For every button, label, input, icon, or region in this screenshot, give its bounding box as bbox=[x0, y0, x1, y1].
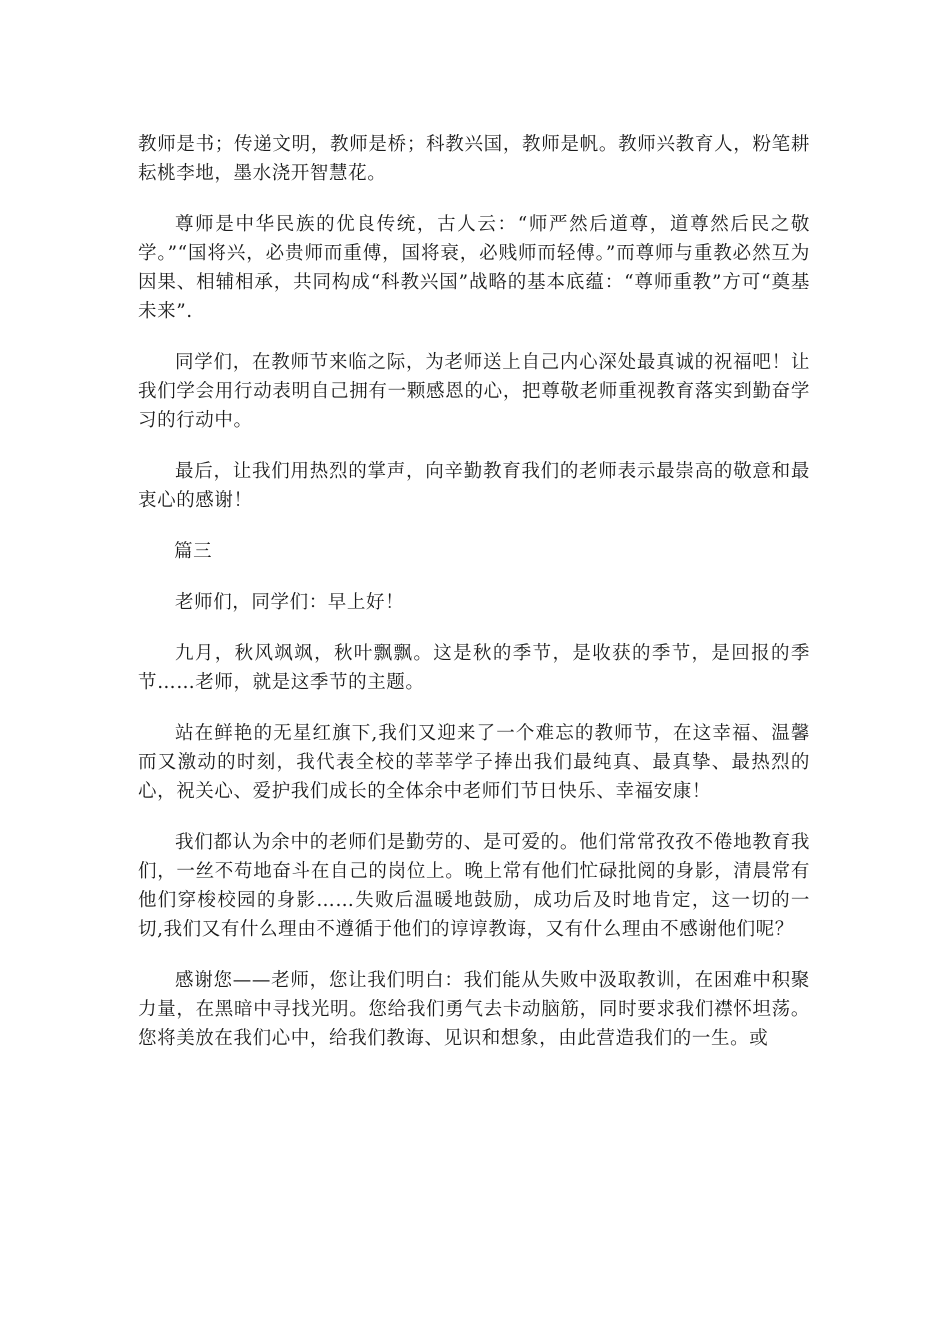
document-page bbox=[138, 130, 810, 1075]
paragraph-2: 尊师是中华民族的优良传统，古人云：“师严然后道尊，道尊然后民之敬学。”“国将兴，必贵师而重傅，国将衰，必贱师而轻傅。”而尊师与重教必然互为因果、相辅相承，共同构成“科教兴国”战略的基本底蕴：“尊师重教”方可“奠基未来”. bbox=[138, 214, 810, 322]
section-paragraph-1: 老师们，同学们：早上好！ bbox=[175, 592, 405, 613]
section-paragraph-3: 站在鲜艳的无星红旗下,我们又迎来了一个难忘的教师节，在这幸福、温馨而又激动的时刻，我代表全校的莘莘学子捧出我们最纯真、最真挚、最热烈的心，祝关心、爱护我们成长的全体余中老师们节日快乐、幸福安康！ bbox=[138, 723, 810, 802]
paragraph-1: 教师是书；传递文明，教师是桥；科教兴国，教师是帆。教师兴教育人，粉笔耕耘桃李地，墨水浇开智慧花。 bbox=[138, 134, 810, 184]
paragraph-3: 同学们，在教师节来临之际，为老师送上自己内心深处最真诚的祝福吧！让我们学会用行动表明自己拥有一颗感恩的心，把尊敬老师重视教育落实到勤奋学习的行动中。 bbox=[138, 352, 810, 431]
section-paragraph-2: 九月，秋风飒飒，秋叶飘飘。这是秋的季节，是收获的季节，是回报的季节……老师，就是这季节的主题。 bbox=[138, 643, 810, 693]
section-paragraph-4: 我们都认为余中的老师们是勤劳的、是可爱的。他们常常孜孜不倦地教育我们，一丝不苟地奋斗在自己的岗位上。晚上常有他们忙碌批阅的身影，清晨常有他们穿梭校园的身影……失败后温暖地鼓励，成功后及时地肯定，这一切的一切,我们又有什么理由不遵循于他们的谆谆教诲，又有什么理由不感谢他们呢？ bbox=[138, 832, 810, 940]
section-paragraph-5: 感谢您——老师，您让我们明白：我们能从失败中汲取教训，在困难中积聚力量，在黑暗中寻找光明。您给我们勇气去卡动脑筋，同时要求我们襟怀坦荡。您将美放在我们心中，给我们教诲、见识和想象，由此营造我们的一生。或 bbox=[138, 970, 810, 1049]
section-heading: 篇三 bbox=[174, 541, 213, 562]
paragraph-4: 最后，让我们用热烈的掌声，向辛勤教育我们的老师表示最崇高的敬意和最衷心的感谢！ bbox=[138, 461, 810, 511]
